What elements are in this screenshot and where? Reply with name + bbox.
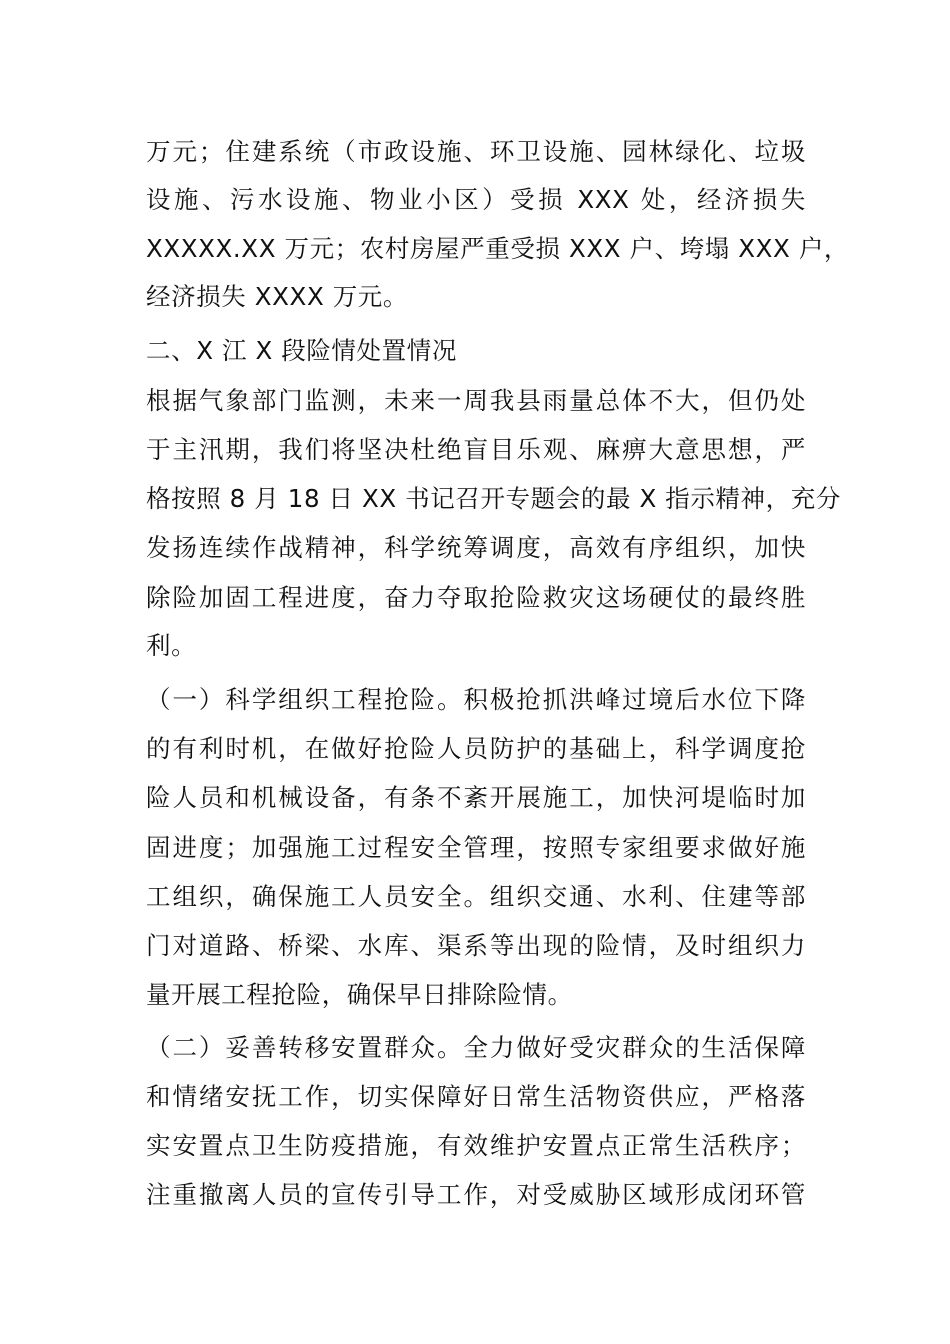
text-line: 注重撤离人员的宣传引导工作，对受威胁区域形成闭环管 xyxy=(146,1180,806,1209)
text-line: XXXXX.XX 万元；农村房屋严重受损 XXX 户、垮塌 XXX 户， xyxy=(146,234,850,263)
text-line: 根据气象部门监测，未来一周我县雨量总体不大，但仍处 xyxy=(146,386,806,415)
text-line: 门对道路、桥梁、水库、渠系等出现的险情，及时组织力 xyxy=(146,931,806,960)
text-line: 于主汛期，我们将坚决杜绝盲目乐观、麻痹大意思想，严 xyxy=(146,435,806,464)
text-line: 和情绪安抚工作，切实保障好日常生活物资供应，严格落 xyxy=(146,1082,806,1111)
text-line: 量开展工程抢险，确保早日排除险情。 xyxy=(146,980,573,1009)
text-line: 的有利时机，在做好抢险人员防护的基础上，科学调度抢 xyxy=(146,734,806,763)
text-line: 险人员和机械设备，有条不紊开展施工，加快河堤临时加 xyxy=(146,783,806,812)
text-line: 设施、污水设施、物业小区）受损 XXX 处，经济损失 xyxy=(146,185,806,214)
text-line: 发扬连续作战精神，科学统筹调度，高效有序组织，加快 xyxy=(146,533,806,562)
text-line: 利。 xyxy=(146,631,197,660)
text-line: 固进度；加强施工过程安全管理，按照专家组要求做好施 xyxy=(146,833,806,862)
section-heading: 二、X 江 X 段险情处置情况 xyxy=(146,336,457,365)
text-line: 工组织，确保施工人员安全。组织交通、水利、住建等部 xyxy=(146,882,806,911)
text-line: 万元；住建系统（市政设施、环卫设施、园林绿化、垃圾 xyxy=(146,137,806,166)
text-line: 格按照 8 月 18 日 XX 书记召开专题会的最 X 指示精神，充分 xyxy=(146,484,841,513)
subsection-line: （一）科学组织工程抢险。积极抢抓洪峰过境后水位下降 xyxy=(146,685,806,714)
text-line: 除险加固工程进度，奋力夺取抢险救灾这场硬仗的最终胜 xyxy=(146,583,806,612)
subsection-line: （二）妥善转移安置群众。全力做好受灾群众的生活保障 xyxy=(146,1033,806,1062)
text-line: 实安置点卫生防疫措施，有效维护安置点正常生活秩序； xyxy=(146,1131,806,1160)
text-line: 经济损失 XXXX 万元。 xyxy=(146,282,409,311)
